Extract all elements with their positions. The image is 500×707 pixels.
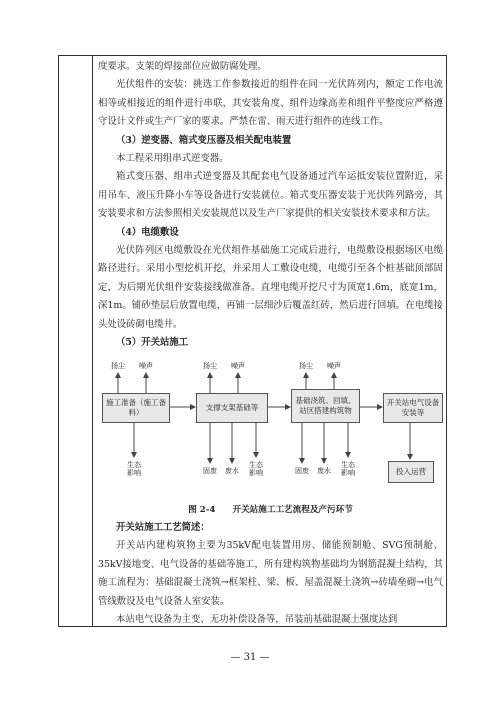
- paragraph-7: 本站电气设备为主变、无功补偿设备等，吊装前基础混凝土强度达到: [116, 613, 398, 625]
- step-operation: 投入运营: [388, 461, 434, 483]
- heading-5: （5）开关站施工: [116, 337, 189, 349]
- step-electrical-install: 开关站电气设备安装等: [383, 393, 443, 423]
- paragraph-4: 箱式变压器、组串式逆变器及其配套电气设备通过汽车运抵安装位置附近，采用吊车、液压升降小车等设备进行安装就位。箱式变压器安装于光伏阵列路旁，其安装要求和方法参照相关安装规范以及生产厂家提供的相关安装技术要求和方法。: [98, 171, 443, 220]
- table-column-divider: [92, 55, 93, 627]
- heading-4: （4）电缆敷设: [116, 226, 179, 238]
- step-foundation-casting: 基础浇筑、回填、站区搭建构筑物: [291, 389, 360, 423]
- label-solid-3: 固废: [295, 466, 309, 475]
- document-content: [98, 58, 443, 629]
- paragraph-2: 光伏组件的安装：挑选工作参数接近的组件在同一光伏阵列内，额定工作电流相等或相接近的组件进行串联，其安装角度、组件边缘高差和组件平整度应严格遵守设计文件或生产厂家的要求。严禁在雷、雨天进行组件的连线工作。: [98, 79, 443, 128]
- label-noise-2: 噪声: [231, 361, 245, 370]
- subsection-title: 开关站施工工艺简述：: [116, 521, 210, 533]
- paragraph-5: 光伏阵列区电缆敷设在光伏组件基础施工完成后进行，电缆敷设根据场区电缆路径进行。采用小型挖机开挖，并采用人工敷设电缆，电缆引至各个桩基础顶部固定，为后期光伏组件安装接线做准备。直埋电缆开挖尺寸为顶宽1.6m，底宽1m，深1m。铺砂垫层后放置电缆，再铺一层细沙后覆盖红砖，然后进行回填。在电缆接头处设砖砌电缆井。: [98, 245, 443, 330]
- process-flow-diagram: [98, 359, 443, 499]
- label-noise-1: 噪声: [139, 361, 153, 370]
- step-support-foundation: 支撑支架基础等: [196, 393, 268, 423]
- label-eco-3: 生态影响: [341, 460, 355, 477]
- label-noise-3: 噪声: [327, 361, 341, 370]
- paragraph-6: 开关站内建构筑物主要为35kV配电装置用房、储能预制舱、SVG预制舱、35kV接地变、电气设备的基础等施工，所有建构筑物基础均为钢筋混凝土结构，其施工流程为：基础混凝土浇筑→框架柱、梁、板、屋盖混凝土浇筑→砖墙垒砌→电气管线敷设及电气设备人室安装。: [98, 540, 443, 607]
- label-dust-2: 扬尘: [203, 361, 217, 370]
- label-dust-3: 扬尘: [299, 361, 313, 370]
- label-water-2: 废水: [225, 466, 239, 475]
- step-construction-prep: 施工准备（施工备料）: [102, 393, 170, 423]
- paragraph-1: 度要求。支架的焊接部位应做防腐处理。: [98, 61, 267, 72]
- page-number: — 31 —: [230, 652, 270, 663]
- label-eco-1: 生态影响: [127, 460, 141, 477]
- label-eco-2: 生态影响: [249, 460, 263, 477]
- label-dust-1: 扬尘: [111, 361, 125, 370]
- paragraph-3: 本工程采用组串式逆变器。: [116, 153, 229, 165]
- label-solid-2: 固废: [203, 466, 217, 475]
- label-water-3: 废水: [317, 466, 331, 475]
- figure-caption: 图 2-4 开关站施工工艺流程及产污环节: [188, 504, 353, 515]
- heading-3: （3）逆变器、箱式变压器及相关配电装置: [116, 134, 292, 146]
